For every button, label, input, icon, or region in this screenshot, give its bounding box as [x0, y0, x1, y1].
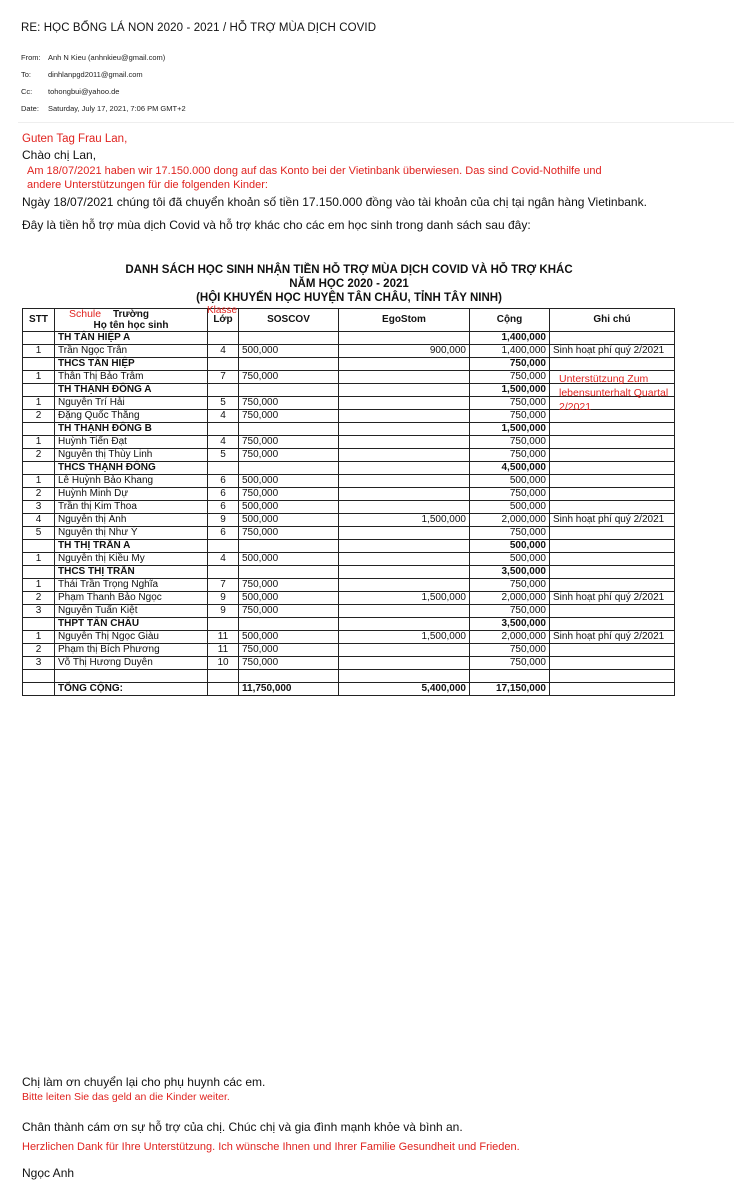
header-note: Ghi chú — [550, 309, 675, 332]
cell-name: Trần Ngọc Trân — [55, 345, 208, 358]
cell-egostom: 1,500,000 — [339, 514, 470, 527]
student-row — [23, 449, 675, 462]
cell-grade: 4 — [208, 345, 239, 358]
cell-name: Huỳnh Tiến Đạt — [55, 436, 208, 449]
cell-note — [550, 332, 675, 345]
cell-total: 750,000 — [470, 410, 550, 423]
school-row — [23, 618, 675, 631]
cell-name: THCS THẠNH ĐÔNG — [55, 462, 208, 475]
cc-row — [21, 87, 119, 96]
cell-soscov — [239, 423, 339, 436]
cell-soscov — [239, 332, 339, 345]
email-subject: RE: HỌC BỔNG LÁ NON 2020 - 2021 / HỖ TRỢ MÙA DỊCH COVID — [21, 22, 377, 34]
cell-note — [550, 683, 675, 696]
cell-soscov: 500,000 — [239, 592, 339, 605]
student-row — [23, 436, 675, 449]
cell-stt: 1 — [23, 345, 55, 358]
cell-soscov: 11,750,000 — [239, 683, 339, 696]
cell-total: 750,000 — [470, 397, 550, 410]
cell-name: Nguyễn thị Như Ý — [55, 527, 208, 540]
cell-name: Trần thị Kim Thoa — [55, 501, 208, 514]
cell-grade — [208, 332, 239, 345]
cell-soscov: 500,000 — [239, 553, 339, 566]
line1-vi: Ngày 18/07/2021 chúng tôi đã chuyển khoản số tiền 17.150.000 đồng vào tài khoản của chị tại ngân hàng Vietinbank. — [22, 195, 647, 209]
closing2-vi: Chân thành cám ơn sự hỗ trợ của chị. Chúc chị và gia đình mạnh khỏe và bình an. — [22, 1120, 463, 1134]
cell-egostom — [339, 462, 470, 475]
cell-egostom — [339, 371, 470, 384]
cell-grade: 9 — [208, 605, 239, 618]
student-row — [23, 488, 675, 501]
cell-stt — [23, 358, 55, 371]
header-soscov: SOSCOV — [239, 309, 339, 332]
cell-total — [470, 670, 550, 683]
cell-grade: 4 — [208, 436, 239, 449]
cell-stt: 1 — [23, 397, 55, 410]
cell-egostom: 900,000 — [339, 345, 470, 358]
student-row — [23, 644, 675, 657]
table-title-1: DANH SÁCH HỌC SINH NHẬN TIỀN HỖ TRỢ MÙA DỊCH COVID VÀ HỖ TRỢ KHÁC — [125, 264, 573, 276]
cell-name: THPT TÂN CHÂU — [55, 618, 208, 631]
cc-label: Cc: — [21, 87, 33, 96]
cell-grade — [208, 670, 239, 683]
cell-grade: 7 — [208, 579, 239, 592]
cell-egostom: 5,400,000 — [339, 683, 470, 696]
cell-total: 750,000 — [470, 449, 550, 462]
cell-egostom — [339, 566, 470, 579]
cell-total: 750,000 — [470, 644, 550, 657]
cell-stt: 3 — [23, 657, 55, 670]
cell-name: THCS THỊ TRẤN — [55, 566, 208, 579]
header-school: Trường — [112, 309, 149, 320]
line2-vi: Đây là tiền hỗ trợ mùa dịch Covid và hỗ trợ khác cho các em học sinh trong danh sách sau đây: — [22, 218, 531, 232]
cell-total: 3,500,000 — [470, 566, 550, 579]
header-grade: Lớp — [208, 309, 239, 332]
cell-total: 750,000 — [470, 371, 550, 384]
cell-name: Nguyễn thị Ánh — [55, 514, 208, 527]
table-header-row — [23, 309, 675, 332]
annotation-grade: Klasse — [207, 305, 238, 316]
cell-note — [550, 527, 675, 540]
cell-note — [550, 618, 675, 631]
cell-egostom — [339, 644, 470, 657]
cell-soscov: 750,000 — [239, 657, 339, 670]
closing1-vi: Chị làm ơn chuyển lại cho phụ huynh các em. — [22, 1075, 266, 1089]
cell-name: Nguyễn thị Kiều My — [55, 553, 208, 566]
school-row — [23, 566, 675, 579]
cell-grade: 4 — [208, 410, 239, 423]
cell-note — [550, 579, 675, 592]
cell-egostom — [339, 475, 470, 488]
cell-grade: 9 — [208, 592, 239, 605]
cell-stt — [23, 670, 55, 683]
cell-note: Sinh hoạt phí quý 2/2021 — [550, 514, 675, 527]
cell-note — [550, 605, 675, 618]
cell-note — [550, 501, 675, 514]
cell-soscov: 750,000 — [239, 371, 339, 384]
cell-name: Đặng Quốc Thắng — [55, 410, 208, 423]
cell-total: 750,000 — [470, 488, 550, 501]
cell-soscov: 750,000 — [239, 449, 339, 462]
cell-soscov: 750,000 — [239, 579, 339, 592]
cell-egostom — [339, 358, 470, 371]
cell-total: 2,000,000 — [470, 514, 550, 527]
cell-grade — [208, 423, 239, 436]
to-row — [21, 70, 143, 79]
cell-name: Thái Trần Trọng Nghĩa — [55, 579, 208, 592]
cell-stt: 2 — [23, 644, 55, 657]
cell-total: 500,000 — [470, 475, 550, 488]
student-table — [22, 308, 675, 696]
greeting-de: Guten Tag Frau Lan, — [22, 133, 128, 145]
cell-stt — [23, 384, 55, 397]
school-row — [23, 540, 675, 553]
cell-egostom — [339, 618, 470, 631]
cell-note — [550, 462, 675, 475]
total-row — [23, 683, 675, 696]
cell-name: TH THẠNH ĐÔNG B — [55, 423, 208, 436]
cell-stt: 1 — [23, 371, 55, 384]
date-row — [21, 104, 186, 113]
cell-soscov — [239, 384, 339, 397]
cell-total: 500,000 — [470, 501, 550, 514]
cell-egostom — [339, 540, 470, 553]
cell-stt: 5 — [23, 527, 55, 540]
cell-soscov: 500,000 — [239, 345, 339, 358]
cell-total: 1,500,000 — [470, 384, 550, 397]
cell-total: 500,000 — [470, 553, 550, 566]
student-row — [23, 657, 675, 670]
cell-grade: 4 — [208, 553, 239, 566]
cell-total: 750,000 — [470, 579, 550, 592]
cell-total: 750,000 — [470, 657, 550, 670]
cell-stt — [23, 683, 55, 696]
date-value: Saturday, July 17, 2021, 7:06 PM GMT+2 — [48, 104, 186, 113]
cell-total: 750,000 — [470, 358, 550, 371]
cell-total: 750,000 — [470, 605, 550, 618]
cell-note — [550, 436, 675, 449]
cell-egostom — [339, 670, 470, 683]
cell-grade: 11 — [208, 631, 239, 644]
cell-egostom — [339, 423, 470, 436]
cell-grade — [208, 540, 239, 553]
cell-egostom — [339, 436, 470, 449]
cell-note: Sinh hoạt phí quý 2/2021 — [550, 631, 675, 644]
cell-egostom — [339, 449, 470, 462]
from-value[interactable]: Anh N Kieu (anhnkieu@gmail.com) — [48, 53, 166, 62]
student-row — [23, 579, 675, 592]
student-row — [23, 527, 675, 540]
cell-grade: 6 — [208, 527, 239, 540]
cell-grade — [208, 462, 239, 475]
cell-egostom: 1,500,000 — [339, 592, 470, 605]
cell-grade — [208, 618, 239, 631]
cell-soscov — [239, 670, 339, 683]
cell-soscov: 500,000 — [239, 514, 339, 527]
cell-egostom — [339, 410, 470, 423]
cell-stt: 1 — [23, 436, 55, 449]
to-value[interactable]: dinhlanpgd2011@gmail.com — [48, 70, 143, 79]
cell-soscov: 750,000 — [239, 644, 339, 657]
cell-soscov — [239, 618, 339, 631]
cell-name: Phạm Thanh Bảo Ngọc — [55, 592, 208, 605]
annotation-school: Schule — [69, 308, 102, 320]
cell-note — [550, 670, 675, 683]
cell-total: 2,000,000 — [470, 592, 550, 605]
cell-soscov: 750,000 — [239, 488, 339, 501]
cell-stt: 2 — [23, 592, 55, 605]
cell-name: TH TÂN HIỆP A — [55, 332, 208, 345]
cell-soscov: 750,000 — [239, 527, 339, 540]
cell-grade: 7 — [208, 371, 239, 384]
cell-note — [550, 475, 675, 488]
header-name: Họ tên học sinh — [93, 320, 169, 331]
cell-total: 500,000 — [470, 540, 550, 553]
blank-row — [23, 670, 675, 683]
cell-stt: 2 — [23, 449, 55, 462]
greeting-vi: Chào chị Lan, — [22, 148, 97, 162]
from-label: From: — [21, 53, 41, 62]
header-stt: STT — [23, 309, 55, 332]
cell-stt: 3 — [23, 605, 55, 618]
cell-soscov: 500,000 — [239, 475, 339, 488]
cell-egostom — [339, 553, 470, 566]
cell-grade: 5 — [208, 397, 239, 410]
cell-stt: 1 — [23, 553, 55, 566]
closing1-de: Bitte leiten Sie das geld an die Kinder weiter. — [22, 1091, 230, 1103]
annotation-note: Unterstützung Zum lebensunterhalt Quartal 2/2021 — [559, 373, 669, 413]
cell-name: Phạm thị Bích Phương — [55, 644, 208, 657]
from-row — [21, 53, 165, 62]
student-row — [23, 631, 675, 644]
cell-note — [550, 566, 675, 579]
cell-total: 1,400,000 — [470, 332, 550, 345]
cell-soscov: 750,000 — [239, 410, 339, 423]
cell-stt: 4 — [23, 514, 55, 527]
cell-name: Huỳnh Minh Dự — [55, 488, 208, 501]
cell-grade: 6 — [208, 475, 239, 488]
school-row — [23, 332, 675, 345]
student-row — [23, 553, 675, 566]
cell-soscov — [239, 566, 339, 579]
student-row — [23, 514, 675, 527]
cell-note — [550, 488, 675, 501]
cell-egostom — [339, 657, 470, 670]
cc-value[interactable]: tohongbui@yahoo.de — [48, 87, 120, 96]
cell-grade — [208, 566, 239, 579]
cell-total: 17,150,000 — [470, 683, 550, 696]
cell-grade — [208, 683, 239, 696]
cell-name: Nguyễn thị Thùy Linh — [55, 449, 208, 462]
cell-grade: 6 — [208, 488, 239, 501]
cell-name: TH THẠNH ĐÔNG A — [55, 384, 208, 397]
cell-egostom — [339, 605, 470, 618]
cell-stt — [23, 618, 55, 631]
cell-soscov: 750,000 — [239, 605, 339, 618]
closing2-de: Herzlichen Dank für Ihre Unterstützung. Ich wünsche Ihnen und Ihrer Familie Gesundheit und Frieden. — [22, 1141, 520, 1153]
signature: Ngọc Anh — [22, 1166, 75, 1180]
cell-note — [550, 553, 675, 566]
student-row — [23, 475, 675, 488]
cell-soscov — [239, 462, 339, 475]
cell-stt: 1 — [23, 579, 55, 592]
cell-name: Thân Thị Bảo Trâm — [55, 371, 208, 384]
header-total: Cộng — [470, 309, 550, 332]
date-label: Date: — [21, 104, 39, 113]
to-label: To: — [21, 70, 32, 79]
cell-total: 2,000,000 — [470, 631, 550, 644]
cell-soscov — [239, 358, 339, 371]
student-row — [23, 592, 675, 605]
cell-grade: 11 — [208, 644, 239, 657]
cell-name — [55, 670, 208, 683]
cell-note: Sinh hoạt phí quý 2/2021 — [550, 345, 675, 358]
cell-name: Nguyễn Trí Hải — [55, 397, 208, 410]
cell-stt: 3 — [23, 501, 55, 514]
cell-total: 750,000 — [470, 436, 550, 449]
header-egostom: EgoStom — [339, 309, 470, 332]
cell-total: 4,500,000 — [470, 462, 550, 475]
cell-name: TỔNG CỘNG: — [55, 683, 208, 696]
cell-grade: 6 — [208, 501, 239, 514]
cell-soscov: 750,000 — [239, 397, 339, 410]
cell-stt — [23, 423, 55, 436]
cell-stt: 1 — [23, 475, 55, 488]
cell-note — [550, 423, 675, 436]
table-title-3: (HỘI KHUYẾN HỌC HUYỆN TÂN CHÂU, TỈNH TÂY NINH) — [196, 292, 502, 304]
student-row — [23, 345, 675, 358]
cell-grade: 10 — [208, 657, 239, 670]
cell-stt — [23, 566, 55, 579]
cell-egostom — [339, 501, 470, 514]
school-row — [23, 462, 675, 475]
cell-grade — [208, 358, 239, 371]
cell-grade — [208, 384, 239, 397]
cell-total: 1,500,000 — [470, 423, 550, 436]
cell-egostom — [339, 579, 470, 592]
cell-name: TH THỊ TRẤN A — [55, 540, 208, 553]
cell-stt — [23, 332, 55, 345]
cell-name: Lê Huỳnh Bảo Khang — [55, 475, 208, 488]
cell-note — [550, 358, 675, 371]
school-row — [23, 358, 675, 371]
cell-total: 3,500,000 — [470, 618, 550, 631]
cell-stt — [23, 540, 55, 553]
cell-name: Võ Thị Hương Duyên — [55, 657, 208, 670]
student-row — [23, 605, 675, 618]
cell-egostom — [339, 488, 470, 501]
cell-note — [550, 657, 675, 670]
cell-note — [550, 540, 675, 553]
cell-egostom — [339, 384, 470, 397]
cell-stt: 1 — [23, 631, 55, 644]
cell-note — [550, 449, 675, 462]
line1-de-b: andere Unterstützungen für die folgenden Kinder: — [27, 179, 268, 191]
cell-egostom: 1,500,000 — [339, 631, 470, 644]
cell-grade: 5 — [208, 449, 239, 462]
cell-total: 750,000 — [470, 527, 550, 540]
line1-de-a: Am 18/07/2021 haben wir 17.150.000 dong auf das Konto bei der Vietinbank überwiesen. Das sind Covid-Nothilfe und — [27, 165, 602, 177]
cell-name: Nguyễn Tuấn Kiệt — [55, 605, 208, 618]
cell-grade: 9 — [208, 514, 239, 527]
cell-total: 1,400,000 — [470, 345, 550, 358]
student-row — [23, 501, 675, 514]
cell-stt: 2 — [23, 410, 55, 423]
cell-name: Nguyễn Thị Ngọc Giàu — [55, 631, 208, 644]
cell-note — [550, 644, 675, 657]
cell-soscov: 500,000 — [239, 631, 339, 644]
cell-soscov: 500,000 — [239, 501, 339, 514]
cell-note: Sinh hoạt phí quý 2/2021 — [550, 592, 675, 605]
cell-stt: 2 — [23, 488, 55, 501]
header-divider — [18, 122, 734, 123]
table-title-2: NĂM HỌC 2020 - 2021 — [289, 278, 409, 290]
cell-egostom — [339, 332, 470, 345]
cell-soscov: 750,000 — [239, 436, 339, 449]
cell-soscov — [239, 540, 339, 553]
school-row — [23, 423, 675, 436]
cell-egostom — [339, 527, 470, 540]
cell-name: THCS TÂN HIỆP — [55, 358, 208, 371]
cell-stt — [23, 462, 55, 475]
cell-egostom — [339, 397, 470, 410]
